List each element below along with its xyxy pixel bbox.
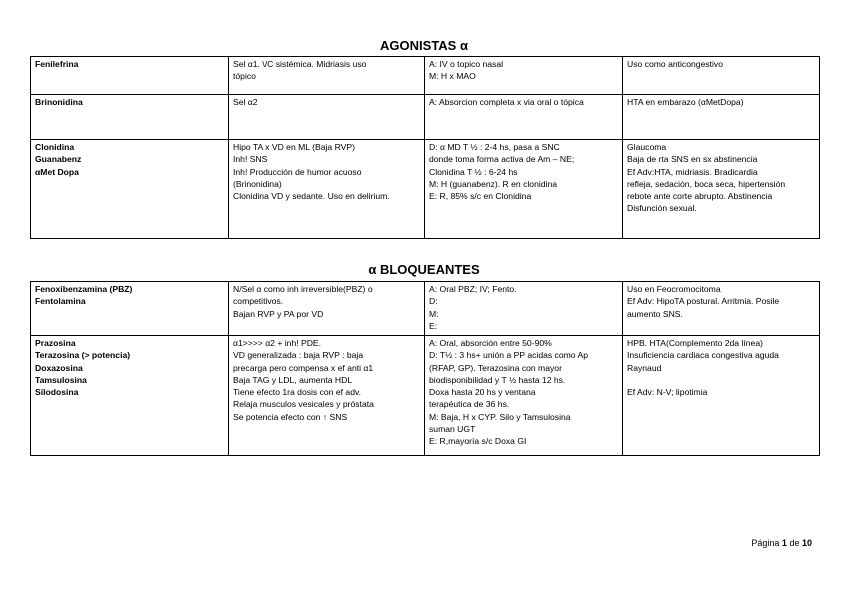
- table-cell-c2: [229, 57, 425, 95]
- table-row: [31, 336, 820, 456]
- page-footer: [751, 538, 812, 548]
- cell-line: Clonidina: [35, 142, 75, 152]
- cell-line: Fenoxibenzamina (PBZ): [35, 284, 133, 294]
- of-label: de: [789, 538, 800, 548]
- bloqueantes-table: [30, 281, 820, 456]
- cell-line: Insuficiencia cardiaca congestiva aguda: [627, 350, 779, 361]
- cell-line: Ef Adv:HTA, midriasis. Bradicardia: [627, 166, 758, 177]
- table-cell-c4: [623, 282, 820, 336]
- table-cell-c2: [229, 282, 425, 336]
- cell-line: Raynaud: [627, 362, 662, 373]
- cell-line: Disfunción sexual.: [627, 203, 697, 214]
- table-cell-c3: [425, 95, 623, 140]
- cell-line: (RFAP, GP). Terazosina con mayor: [429, 362, 562, 373]
- cell-line: terapéutica de 36 hs.: [429, 399, 510, 410]
- page-current: 1: [781, 538, 787, 548]
- cell-line: E: R,mayoría s/c Doxa GI: [429, 436, 527, 447]
- cell-line: D:: [429, 296, 438, 307]
- cell-line: [627, 374, 815, 386]
- cell-line: Baja de rta SNS en sx abstinencia: [627, 154, 758, 165]
- cell-line: Sel α2: [233, 97, 258, 107]
- cell-line: Prazosina: [35, 338, 76, 348]
- page-total: 10: [801, 538, 812, 548]
- table-cell-c1: [31, 95, 229, 140]
- table-row: [31, 140, 820, 239]
- cell-line: Brinonidina: [35, 97, 83, 107]
- cell-line: refleja, sedación, boca seca, hipertensión: [627, 178, 786, 189]
- cell-line: Clonidina VD y sedante. Uso en delirium.: [233, 191, 390, 202]
- cell-line: N/Sel α como inh irreversible(PBZ) o: [233, 284, 373, 294]
- table-cell-c4: [623, 95, 820, 140]
- cell-line: M: H (guanabenz). R en clonidina: [429, 178, 558, 189]
- cell-line: Uso en Feocromocitoma: [627, 284, 721, 294]
- table-cell-c2: [229, 140, 425, 239]
- cell-line: suman UGT: [429, 424, 476, 435]
- cell-line: Ef Adv: N-V; lipotimia: [627, 387, 708, 398]
- cell-line: Inh! SNS: [233, 154, 268, 165]
- cell-line: biodisponibilidad y T ½ hasta 12 hs.: [429, 374, 566, 385]
- cell-line: Glaucoma: [627, 142, 667, 152]
- cell-line: VD generalizada : baja RVP : baja: [233, 350, 364, 361]
- table-cell-c1: [31, 57, 229, 95]
- agonistas-title: AGONISTAS α: [380, 38, 468, 53]
- cell-line: A: Absorcion completa x via oral o tópica: [429, 97, 584, 107]
- table-row: [31, 95, 820, 140]
- cell-line: (Brinonidina): [233, 178, 282, 189]
- table-cell-c1: [31, 140, 229, 239]
- cell-line: aumento SNS.: [627, 308, 683, 319]
- cell-line: Doxazosina: [35, 362, 83, 373]
- cell-line: D: α MD T ½ : 2-4 hs, pasa a SNC: [429, 142, 560, 152]
- table-cell-c3: [425, 140, 623, 239]
- table-cell-c4: [623, 57, 820, 95]
- cell-line: HTA en embarazo (αMetDopa): [627, 97, 744, 107]
- cell-line: rebote ante corte abrupto. Abstinencia: [627, 191, 773, 202]
- agonistas-table: [30, 56, 820, 239]
- table-cell-c1: [31, 282, 229, 336]
- cell-line: E: R, 85% s/c en Clonidina: [429, 191, 532, 202]
- bloqueantes-title: α BLOQUEANTES: [368, 262, 480, 277]
- cell-line: M: Baja, H x CYP. Silo y Tamsulosina: [429, 411, 571, 422]
- table-cell-c3: [425, 336, 623, 456]
- table-row: [31, 282, 820, 336]
- cell-line: Fenilefrina: [35, 59, 79, 69]
- cell-line: Se potencia efecto con ↑ SNS: [233, 411, 348, 422]
- cell-line: Uso como anticongestivo: [627, 59, 724, 69]
- table-cell-c1: [31, 336, 229, 456]
- page-label: Página: [751, 538, 780, 548]
- cell-line: Guanabenz: [35, 154, 82, 165]
- cell-line: A: Oral PBZ; IV; Fento.: [429, 284, 517, 294]
- table-cell-c2: [229, 95, 425, 140]
- cell-line: M:: [429, 308, 439, 319]
- cell-line: E:: [429, 320, 438, 331]
- cell-line: tópico: [233, 71, 256, 82]
- cell-line: Sel α1. \/C sistémica. Midriasis uso: [233, 59, 367, 69]
- cell-line: Clonidina T ½ : 6-24 hs: [429, 166, 518, 177]
- cell-line: Fentolamina: [35, 296, 86, 307]
- cell-line: precarga pero compensa x ef anti α1: [233, 362, 374, 373]
- cell-line: Baja TAG y LDL, aumenta HDL: [233, 374, 353, 385]
- cell-line: A: Oral, absorción entre 50-90%: [429, 338, 552, 348]
- cell-line: Terazosina (> potencia): [35, 350, 131, 361]
- cell-line: A: IV o topico nasal: [429, 59, 504, 69]
- table-cell-c4: [623, 140, 820, 239]
- cell-line: α1>>>> α2 + inh! PDE.: [233, 338, 322, 348]
- cell-line: HPB. HTA(Complemento 2da línea): [627, 338, 763, 348]
- table-cell-c3: [425, 282, 623, 336]
- cell-line: Relaja musculos vesicales y próstata: [233, 399, 374, 410]
- cell-line: Inh! Producción de humor acuoso: [233, 166, 362, 177]
- cell-line: Doxa hasta 20 hs y ventana: [429, 387, 536, 398]
- cell-line: Ef Adv: HipoTA postural. Arritmia. Posile: [627, 296, 780, 307]
- cell-line: Silodosina: [35, 387, 79, 398]
- cell-line: Tamsulosina: [35, 374, 87, 385]
- cell-line: Hipo TA x VD en ML (Baja RVP): [233, 142, 355, 152]
- cell-line: αMet Dopa: [35, 166, 79, 177]
- cell-line: Tiene efecto 1ra dosis con ef adv.: [233, 387, 362, 398]
- cell-line: competitivos.: [233, 296, 284, 307]
- cell-line: Bajan RVP y PA por VD: [233, 308, 324, 319]
- cell-line: D: T½ : 3 hs+ unión a PP acidas como Ap: [429, 350, 589, 361]
- table-cell-c4: [623, 336, 820, 456]
- table-cell-c2: [229, 336, 425, 456]
- cell-line: M: H x MAO: [429, 71, 476, 82]
- cell-line: donde toma forma activa de Am – NE;: [429, 154, 575, 165]
- table-row: [31, 57, 820, 95]
- table-cell-c3: [425, 57, 623, 95]
